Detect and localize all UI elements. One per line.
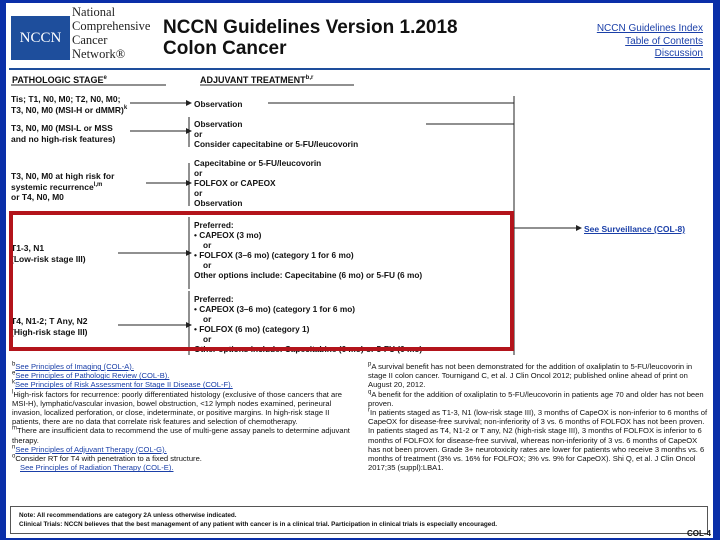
footnote-text: There are insufficient data to recommend the use of multi-gene assay panels to determine adjuvant therapy.: [12, 426, 350, 445]
treatment-line: • FOLFOX (6 mo) (category 1): [194, 324, 310, 334]
logo-line: Network®: [72, 47, 126, 61]
category-note: Note: All recommendations are category 2A unless otherwise indicated.: [19, 512, 237, 519]
stage-line: (High-risk stage III): [11, 326, 88, 337]
stage-row-3: [11, 171, 114, 203]
footnote-mark: n: [12, 444, 16, 451]
treatment-line: or: [203, 314, 212, 324]
footnote-mark: b: [12, 361, 16, 368]
treatment-line: Observation: [194, 119, 243, 129]
stage-line: T3, N0, M0 (MSI-L or MSS: [11, 123, 113, 133]
stage-line: or T4, N0, M0: [11, 192, 64, 202]
footnote-k: [12, 380, 357, 389]
radiation-therapy-link[interactable]: See Principles of Radiation Therapy (COL-E).: [20, 463, 174, 473]
footnote-n: [12, 445, 357, 454]
footnote-text: A benefit for the addition of oxaliplatin to 5-FU/leucovorin in patients age 70 and older has not been proven.: [368, 389, 704, 408]
stage-line: T3, N0, M0 (MSI-H or dMMR): [11, 104, 124, 115]
stage-row-2: [11, 123, 115, 144]
footnote-mark: m: [12, 425, 17, 432]
footnote-l: [12, 390, 357, 427]
stage-line: (Low-risk stage III): [11, 253, 86, 264]
treatment-line: FOLFOX or CAPEOX: [194, 178, 276, 188]
surveillance-link[interactable]: See Surveillance (COL-8): [584, 224, 686, 234]
arrowhead: [576, 225, 582, 231]
footnote-text: Consider RT for T4 with penetration to a fixed structure.: [15, 454, 202, 464]
treatment-line: Capecitabine or 5-FU/leucovorin: [194, 158, 322, 168]
column-header-sup: e: [103, 75, 107, 81]
treatment-line: or: [194, 129, 203, 139]
risk-assessment-link[interactable]: See Principles of Risk Assessment for Stage II Disease (COL-F).: [15, 380, 233, 390]
arrowhead: [186, 100, 192, 106]
treatment-line: Other options include: Capecitabine (6 mo) or 5-FU (6 mo): [194, 344, 423, 354]
footnote-mark: q: [368, 389, 372, 396]
footnote-mark: k: [12, 379, 15, 386]
footnote-p: [368, 362, 708, 390]
treatment-line: Observation: [194, 99, 243, 109]
treatment-line: • CAPEOX (3 mo): [194, 230, 262, 240]
treatment-line: Consider capecitabine or 5-FU/leucovorin: [194, 139, 359, 149]
logo-line: National: [72, 5, 116, 19]
treatment-line: or: [203, 334, 212, 344]
pathologic-review-link[interactable]: See Principles of Pathologic Review (COL-B).: [15, 371, 170, 381]
treatment-line: or: [203, 260, 212, 270]
footnote-mark: r: [368, 407, 370, 414]
treatment-line: • FOLFOX (3–6 mo) (category 1 for 6 mo): [194, 250, 354, 260]
stage-sup: l,m: [93, 181, 103, 188]
logo-line: Comprehensive: [72, 19, 151, 33]
treatment-row-1: [194, 99, 242, 109]
footnote-m: [12, 426, 357, 444]
stage-iii-highlight: [9, 211, 514, 351]
stage-line: T3, N0, M0 at high risk for: [11, 171, 115, 181]
stage-line: T1-3, N1: [11, 243, 45, 253]
stage-line: Tis; T1, N0, M0; T2, N0, M0;: [11, 94, 121, 104]
stage-sup: k: [123, 104, 128, 111]
footnote-q: [368, 390, 708, 408]
stage-line: and no high-risk features): [11, 133, 116, 144]
adjuvant-therapy-link[interactable]: See Principles of Adjuvant Therapy (COL-G).: [15, 444, 167, 454]
treatment-line: Preferred:: [194, 294, 234, 304]
guidelines-index-link[interactable]: NCCN Guidelines Index: [596, 23, 703, 34]
footnote-mark: o: [12, 453, 16, 460]
treatment-line: • CAPEOX (3–6 mo) (category 1 for 6 mo): [194, 304, 356, 314]
logo-abbrev: NCCN: [19, 30, 62, 46]
title-version: NCCN Guidelines Version 1.2018: [163, 17, 458, 38]
column-header-sup: b,r: [305, 75, 314, 81]
discussion-link[interactable]: Discussion: [654, 48, 703, 59]
footnote-text: In patients staged as T1-3, N1 (low-risk stage III), 3 months of CapeOX is non-inferior to 6 months of CapeOX for disease-free survival; non-inferiority of 3 vs. 6 months of FOLFOX has not been proven. In patients staged as T4, N1-2 or T any, N2 (high-risk stage III), 3 months of FOLFOX is inferior to 6 months of FOLFOX for disease-free survival, whereas non-inferiority of 3 vs. 6 months of CapeOX has not been proven. Grade 3+ neurotoxicity rates are lower for patients who receive 3 months vs. 6 months of treatment (3% vs. 16% for FOLFOX; 3% vs. 9% for CapeOX). Shi Q, et al. J Clin Oncol 2017;35 (suppl):LBA1.: [368, 408, 708, 473]
treatment-line: Preferred:: [194, 220, 234, 230]
footnote-o: [12, 454, 357, 463]
imaging-principles-link[interactable]: See Principles of Imaging (COL-A).: [15, 362, 134, 371]
column-header-text: PATHOLOGIC STAGE: [12, 75, 104, 85]
footnote-text: A survival benefit has not been demonstrated for the addition of oxaliplatin to 5-FU/leucovorin in stage II colon cancer. Tournigand C, et al. J Clin Oncol 2012; published online ahead of print on August 20, 2012.: [368, 362, 693, 390]
guideline-page: [6, 3, 713, 538]
footnote-mark: l: [12, 389, 14, 396]
treatment-line: or: [194, 188, 203, 198]
treatment-line: Other options include: Capecitabine (6 mo) or 5-FU (6 mo): [194, 270, 423, 280]
footnote-o-link: [12, 463, 357, 472]
footnotes-right: [368, 362, 708, 472]
column-header-text: ADJUVANT TREATMENT: [200, 75, 306, 85]
stage-row-1: [11, 94, 127, 115]
treatment-row-3: [194, 158, 321, 208]
treatment-line: or: [203, 240, 212, 250]
bottom-note: [10, 506, 708, 534]
treatment-line: or: [194, 168, 203, 178]
title-topic: Colon Cancer: [163, 38, 287, 59]
footnote-text: High-risk factors for recurrence: poorly differentiated histology (exclusive of those cancers that are MSI-H), lymphatic/vascular invasion, bowel obstruction, <12 lymph nodes examined, perineural invasion, localized perforation, or close, indeterminate, or positive margins. In high-risk stage II patients, there are no data that correlate risk features and selection of chemotherapy.: [12, 389, 342, 427]
clinical-trials-note: Clinical Trials: NCCN believes that the best management of any patient with cancer is in a clinical trial. Participation in clinical trials is especially encouraged.: [19, 521, 498, 528]
page-code: COL-4: [687, 529, 711, 538]
footnote-mark: e: [12, 370, 16, 377]
treatment-row-2: [194, 119, 358, 149]
table-of-contents-link[interactable]: Table of Contents: [625, 35, 703, 47]
footnote-r: [368, 408, 708, 472]
treatment-line: Observation: [194, 198, 243, 208]
footnote-mark: p: [368, 361, 372, 368]
stage-line: T4, N1-2; T Any, N2: [11, 316, 88, 326]
footnote-b: [12, 362, 357, 371]
footnotes-left: [12, 362, 357, 472]
stage-line: systemic recurrence: [11, 181, 94, 192]
logo-line: Cancer: [72, 33, 108, 47]
